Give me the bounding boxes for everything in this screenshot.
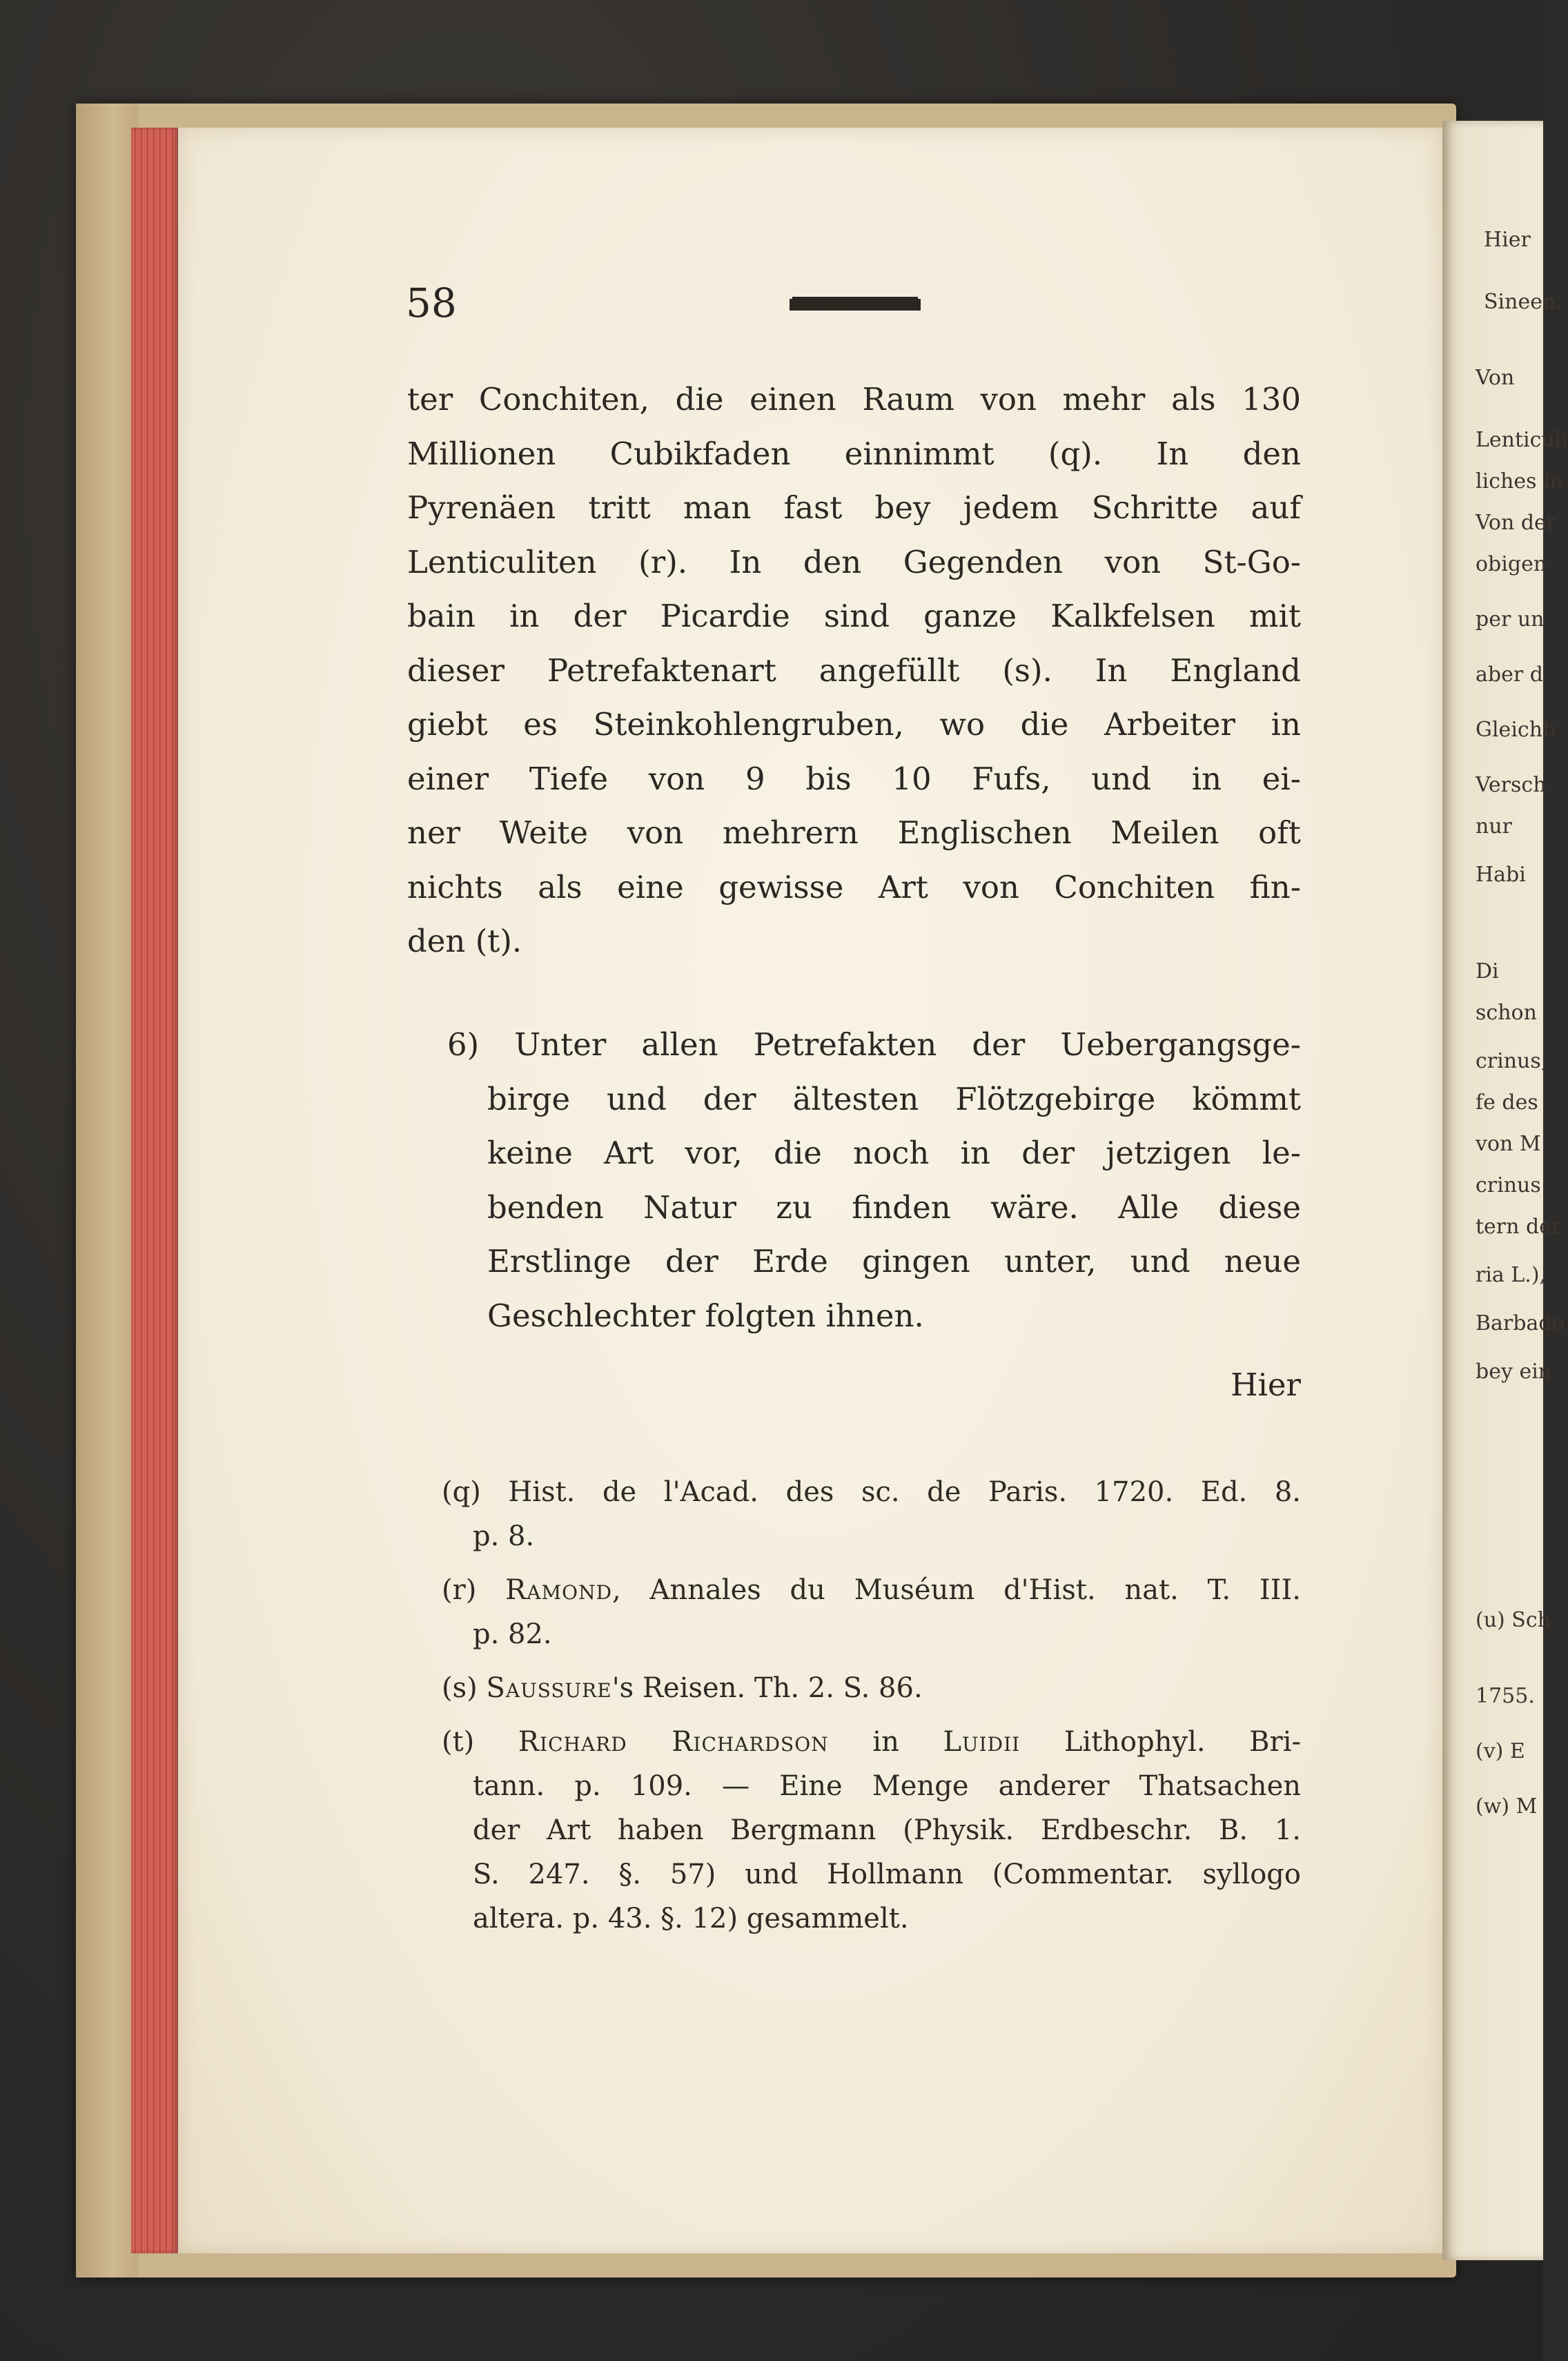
footnote-author: Richard Richardson [518, 1726, 829, 1758]
facing-page-fragment: schon [1476, 1001, 1537, 1025]
facing-page-fragment: liches in [1476, 469, 1563, 493]
facing-page-fragment: Sineen. [1484, 290, 1562, 314]
facing-page-fragment: Von der [1476, 511, 1557, 535]
facing-page-fragment: aber d [1476, 663, 1543, 687]
footnote-s [442, 1666, 1301, 1710]
text-line: keine Art vor, die noch in der jetzigen le- [487, 1135, 1301, 1171]
facing-page-fragment: fe des [1476, 1090, 1538, 1115]
facing-page-fragment: bey ein [1476, 1360, 1552, 1384]
footnote-label: (s) [442, 1672, 478, 1704]
text-line: ter Conchiten, die einen Raum von mehr als 130 [407, 381, 1301, 418]
catchword-row [407, 1366, 1301, 1422]
facing-page-fragment: obigen [1476, 552, 1547, 576]
page-header [406, 280, 1303, 335]
footnote-text: S. 247. §. 57) und Hollmann (Commentar. syllogo [473, 1859, 1301, 1890]
footnote-text: 's Reisen. Th. 2. S. 86. [611, 1672, 923, 1704]
facing-page-fragment: Hier [1484, 228, 1531, 252]
footnote-text: altera. p. 43. §. 12) gesammelt. [473, 1903, 909, 1934]
item-number: 6) [447, 1026, 480, 1063]
facing-page-fragment: von M [1476, 1132, 1541, 1156]
item-first-line [447, 1018, 1301, 1072]
footnote-text: der Art haben Bergmann (Physik. Erdbeschr. B. 1. [473, 1814, 1301, 1846]
facing-page [1442, 121, 1568, 2260]
text-line: Millionen Cubikfaden einnimmt (q). In den [407, 435, 1301, 472]
facing-page-fragment: crinus, [1476, 1049, 1548, 1073]
book-spine-edge [76, 104, 138, 2277]
text-line: bain in der Picardie sind ganze Kalkfelsen mit [407, 598, 1301, 634]
text-line: Erstlinge der Erde gingen unter, und neue [487, 1243, 1301, 1280]
text-line: birge und der ältesten Flötzgebirge kömmt [487, 1080, 1301, 1117]
text-line: einer Tiefe von 9 bis 10 Fufs, und in ei- [407, 760, 1301, 797]
footnote-r [442, 1568, 1301, 1656]
footnote-text: , Annales du Muséum d'Hist. nat. T. III. [612, 1574, 1301, 1606]
text-line: Geschlechter folgten ihnen. [487, 1297, 924, 1334]
numbered-item-6 [447, 1018, 1301, 1343]
text-line: giebt es Steinkohlengruben, wo die Arbeiter in [407, 706, 1301, 743]
footnote-text: tann. p. 109. — Eine Menge anderer Thatsachen [473, 1770, 1301, 1802]
facing-page-fragment: Habi [1476, 863, 1526, 887]
facing-page-fragment: nur [1476, 814, 1512, 839]
facing-page-fragment: Von [1476, 366, 1515, 390]
catchword: Hier [1231, 1366, 1301, 1403]
facing-page-fragment: (u) Sch [1476, 1608, 1551, 1632]
footnote-author: Luidii [943, 1726, 1021, 1758]
text-line: Pyrenäen tritt man fast bey jedem Schritte auf [407, 489, 1301, 526]
facing-page-fragment: Gleichb [1476, 718, 1556, 742]
text-line: benden Natur zu finden wäre. Alle diese [487, 1188, 1301, 1226]
footnote-text: Lithophyl. Bri- [1020, 1726, 1301, 1758]
facing-page-fragment: Di [1476, 959, 1499, 983]
footnote-text: in [828, 1726, 943, 1758]
body-paragraph [407, 373, 1301, 969]
facing-page-fragment: 1755. [1476, 1684, 1535, 1708]
text-line: den (t). [407, 923, 522, 959]
footnote-text: p. 82. [473, 1618, 552, 1650]
footnote-label: (r) [442, 1574, 477, 1606]
footnote-author: Saussure [486, 1672, 612, 1704]
page-number: 58 [406, 280, 457, 326]
header-rule [790, 299, 921, 311]
footnote-text: Hist. de l'Acad. des sc. de Paris. 1720. Ed. 8. [508, 1476, 1301, 1508]
text-line: dieser Petrefaktenart angefüllt (s). In England [407, 652, 1301, 689]
facing-page-fragment: crinus [1476, 1173, 1541, 1197]
footnote-author: Ramond [505, 1574, 613, 1606]
footnote-q [442, 1470, 1301, 1558]
facing-page-fragment: (v) E [1476, 1739, 1525, 1763]
facing-page-fragment: Lenticuli [1476, 428, 1568, 452]
facing-page-fragment: Barbado [1476, 1311, 1565, 1335]
facing-page-fragment: ria L.), [1476, 1263, 1547, 1287]
text-line: Lenticuliten (r). In den Gegenden von St-Go- [407, 543, 1301, 580]
footnotes [442, 1470, 1301, 1950]
facing-page-fragment: Versch [1476, 773, 1547, 797]
page-block-red-edge [131, 128, 178, 2253]
facing-page-fragment: per un [1476, 607, 1545, 631]
text-line: Unter allen Petrefakten der Uebergangsge- [514, 1026, 1301, 1063]
text-line: ner Weite von mehrern Englischen Meilen oft [407, 814, 1301, 851]
footnote-text: p. 8. [473, 1520, 535, 1552]
footnote-label: (q) [442, 1476, 481, 1508]
footnote-t [442, 1720, 1301, 1941]
facing-page-fragment: tern der [1476, 1215, 1562, 1239]
footnote-label: (t) [442, 1726, 475, 1758]
facing-page-fragment: (w) M [1476, 1794, 1538, 1819]
text-line: nichts als eine gewisse Art von Conchiten fin- [407, 868, 1301, 905]
